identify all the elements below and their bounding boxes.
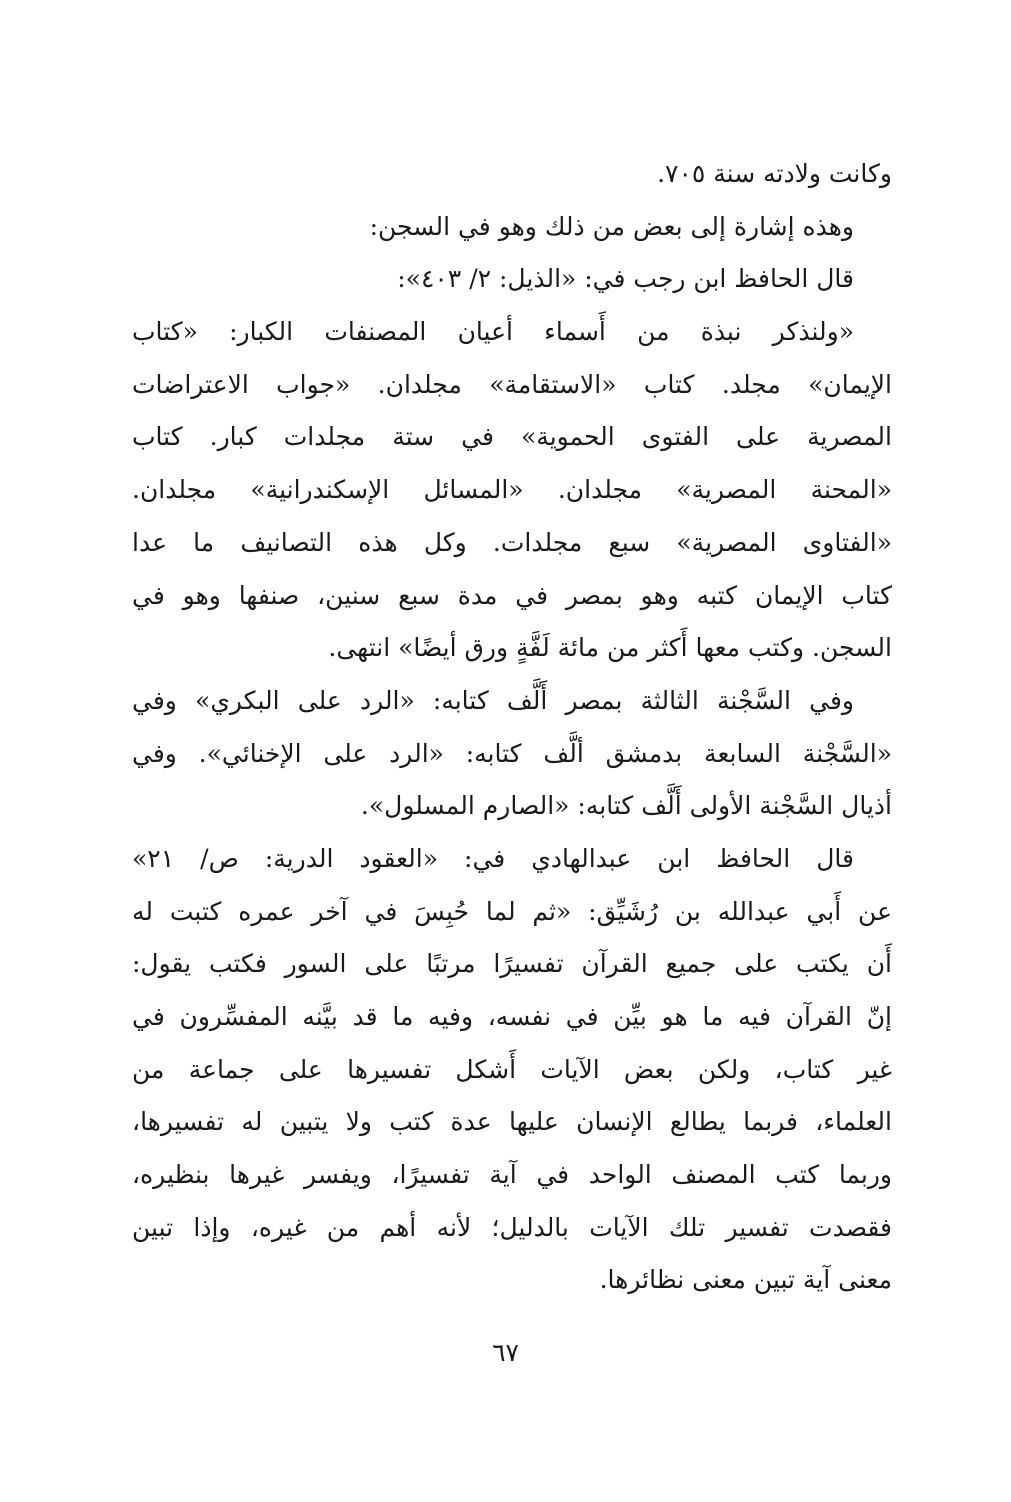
page-body — [132, 148, 892, 1307]
text-line: عن أَبي عبدالله بن رُشَيِّق: «ثم لما حُبِسَ في آخر عمره كتبت له — [132, 896, 892, 926]
text-line: العلماء، فربما يطالع الإنسان عليها عدة كتب ولا يتبين له تفسيرها، — [132, 1107, 892, 1137]
text-line: «المحنة المصرية» مجلدان. «المسائل الإسكندرانية» مجلدان. — [132, 475, 892, 505]
paragraph — [132, 148, 892, 201]
paragraph — [132, 201, 892, 254]
text-line: أَن يكتب على جميع القرآن تفسيرًا مرتبًا على السور فكتب يقول: — [132, 949, 892, 979]
text-line: وهذه إشارة إلى بعض من ذلك وهو في السجن: — [369, 211, 854, 241]
page-number: ٦٧ — [492, 1338, 519, 1367]
text-line: «ولنذكر نبذة من أَسماء أعيان المصنفات الكبار: «كتاب — [132, 317, 854, 347]
text-line: أذيال السَّجْنة الأولى أَلَّف كتابه: «الصارم المسلول». — [360, 791, 892, 821]
text-line: فقصدت تفسير تلك الآيات بالدليل؛ لأنه أهم من غيره، وإذا تبين — [132, 1212, 892, 1242]
text-line: إنّ القرآن فيه ما هو بيِّن في نفسه، وفيه ما قد بيَّنه المفسِّرون في — [132, 1002, 892, 1031]
text-line: وربما كتب المصنف الواحد في آية تفسيرًا، ويفسر غيرها بنظيره، — [132, 1160, 892, 1190]
paragraph — [132, 675, 892, 833]
text-line: وفي السَّجْنة الثالثة بمصر أَلَّف كتابه: «الرد على البكري» وفي — [132, 685, 854, 715]
text-line: «السَّجْنة السابعة بدمشق ألَّف كتابه: «الرد على الإخنائي». وفي — [132, 738, 892, 768]
quotation-paragraph — [132, 306, 892, 675]
text-line: قال الحافظ ابن رجب في: «الذيل: ٢/ ٤٠٣»: — [397, 264, 854, 294]
text-line: غير كتاب، ولكن بعض الآيات أَشكل تفسيرها على جماعة من — [132, 1054, 892, 1084]
text-line: كتاب الإيمان كتبه وهو بمصر في مدة سبع سنين، صنفها وهو في — [132, 580, 892, 610]
paragraph — [132, 253, 892, 306]
paragraph — [132, 833, 892, 1307]
text-line: وكانت ولادته سنة ٧٠٥. — [657, 159, 892, 188]
text-line: قال الحافظ ابن عبدالهادي في: «العقود الدرية: ص/ ٢١» — [132, 843, 854, 873]
text-line: معنى آية تبين معنى نظائرها. — [599, 1265, 892, 1295]
text-line: «الفتاوى المصرية» سبع مجلدات. وكل هذه التصانيف ما عدا — [132, 527, 892, 557]
text-line: المصرية على الفتوى الحموية» في ستة مجلدات كبار. كتاب — [132, 422, 892, 452]
text-line: الإيمان» مجلد. كتاب «الاستقامة» مجلدان. «جواب الاعتراضات — [132, 369, 892, 399]
text-line: السجن. وكتب معها أَكثر من مائة لَفَّةٍ ورق أيضًا» انتهى. — [328, 633, 892, 663]
